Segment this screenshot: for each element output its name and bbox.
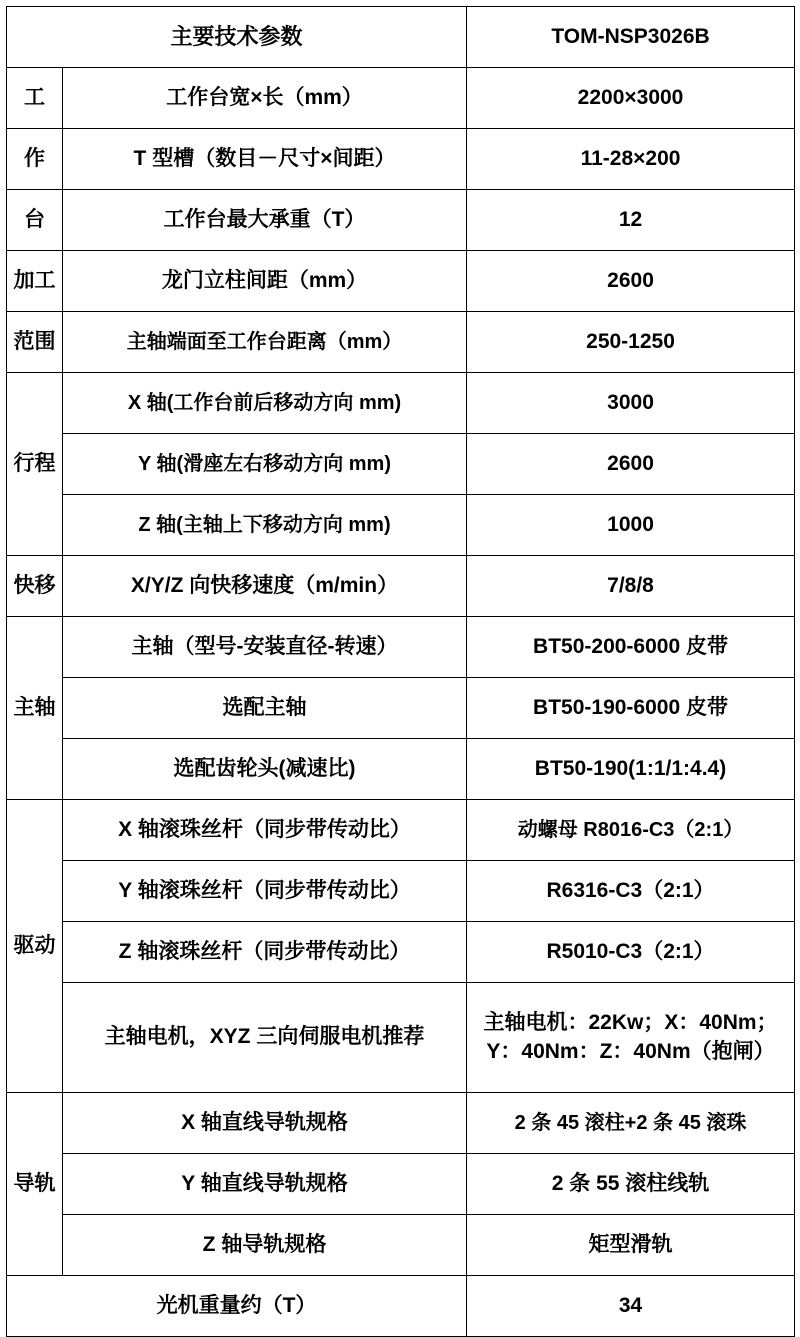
- group-label-spindle: 主轴: [7, 617, 63, 800]
- table-row: [7, 129, 795, 190]
- item-value: [467, 983, 795, 1093]
- item-value-line1: 主轴电机：22Kw；X：40Nm；: [483, 1011, 778, 1035]
- footer-item-value: 34: [467, 1276, 795, 1337]
- table-row: [7, 373, 795, 434]
- group-label-machining-range-1: 加工: [7, 251, 63, 312]
- item-value: 12: [467, 190, 795, 251]
- item-value: 11-28×200: [467, 129, 795, 190]
- item-value: 1000: [467, 495, 795, 556]
- item-value: 2200×3000: [467, 68, 795, 129]
- group-label-worktable-1: 工: [7, 68, 63, 129]
- header-model: TOM-NSP3026B: [467, 7, 795, 68]
- item-value: BT50-200-6000 皮带: [467, 617, 795, 678]
- item-label: 主轴（型号-安装直径-转速）: [63, 617, 467, 678]
- table-row: [7, 434, 795, 495]
- item-label: Y 轴直线导轨规格: [63, 1154, 467, 1215]
- table-header-row: [7, 7, 795, 68]
- table-row: [7, 983, 795, 1093]
- specifications-table: [6, 6, 795, 1337]
- item-label: Y 轴滚珠丝杆（同步带传动比）: [63, 861, 467, 922]
- item-value: 2 条 45 滚柱+2 条 45 滚珠: [467, 1093, 795, 1154]
- item-label: Z 轴导轨规格: [63, 1215, 467, 1276]
- group-label-rapid-traverse: 快移: [7, 556, 63, 617]
- item-value: 2600: [467, 434, 795, 495]
- item-value: 矩型滑轨: [467, 1215, 795, 1276]
- item-value: 7/8/8: [467, 556, 795, 617]
- item-label: X 轴直线导轨规格: [63, 1093, 467, 1154]
- group-label-worktable-3: 台: [7, 190, 63, 251]
- table-row: [7, 1215, 795, 1276]
- table-row: [7, 495, 795, 556]
- group-label-machining-range-2: 范围: [7, 312, 63, 373]
- item-value: 2600: [467, 251, 795, 312]
- item-label: X 轴(工作台前后移动方向 mm): [63, 373, 467, 434]
- table-row: [7, 1154, 795, 1215]
- table-row: [7, 190, 795, 251]
- table-row: [7, 739, 795, 800]
- item-label: Z 轴(主轴上下移动方向 mm): [63, 495, 467, 556]
- table-row: [7, 251, 795, 312]
- item-label: 工作台最大承重（T）: [63, 190, 467, 251]
- item-label: T 型槽（数目－尺寸×间距）: [63, 129, 467, 190]
- table-row: [7, 800, 795, 861]
- group-label-travel: 行程: [7, 373, 63, 556]
- item-label: X 轴滚珠丝杆（同步带传动比）: [63, 800, 467, 861]
- item-value: 动螺母 R8016-C3（2:1）: [467, 800, 795, 861]
- group-label-drive: 驱动: [7, 800, 63, 1093]
- table-row: [7, 678, 795, 739]
- table-footer-row: [7, 1276, 795, 1337]
- table-row: [7, 312, 795, 373]
- item-value: BT50-190-6000 皮带: [467, 678, 795, 739]
- table-row: [7, 68, 795, 129]
- table-row: [7, 556, 795, 617]
- item-label: 主轴电机，XYZ 三向伺服电机推荐: [63, 983, 467, 1093]
- item-label: Z 轴滚珠丝杆（同步带传动比）: [63, 922, 467, 983]
- item-value: R6316-C3（2:1）: [467, 861, 795, 922]
- item-label: Y 轴(滑座左右移动方向 mm): [63, 434, 467, 495]
- item-label: 工作台宽×长（mm）: [63, 68, 467, 129]
- footer-item-label: 光机重量约（T）: [7, 1276, 467, 1337]
- item-value: 250-1250: [467, 312, 795, 373]
- header-title: 主要技术参数: [7, 7, 467, 68]
- table-row: [7, 617, 795, 678]
- item-label: 选配齿轮头(减速比): [63, 739, 467, 800]
- item-value: 3000: [467, 373, 795, 434]
- group-label-guideway: 导轨: [7, 1093, 63, 1276]
- table-row: [7, 1093, 795, 1154]
- item-value: R5010-C3（2:1）: [467, 922, 795, 983]
- item-label: X/Y/Z 向快移速度（m/min）: [63, 556, 467, 617]
- group-label-worktable-2: 作: [7, 129, 63, 190]
- item-value: BT50-190(1:1/1:4.4): [467, 739, 795, 800]
- item-label: 选配主轴: [63, 678, 467, 739]
- table-row: [7, 861, 795, 922]
- item-value: 2 条 55 滚柱线轨: [467, 1154, 795, 1215]
- item-label: 主轴端面至工作台距离（mm）: [63, 312, 467, 373]
- item-value-line2: Y：40Nm：Z：40Nm（抱闸）: [486, 1039, 775, 1063]
- item-label: 龙门立柱间距（mm）: [63, 251, 467, 312]
- table-row: [7, 922, 795, 983]
